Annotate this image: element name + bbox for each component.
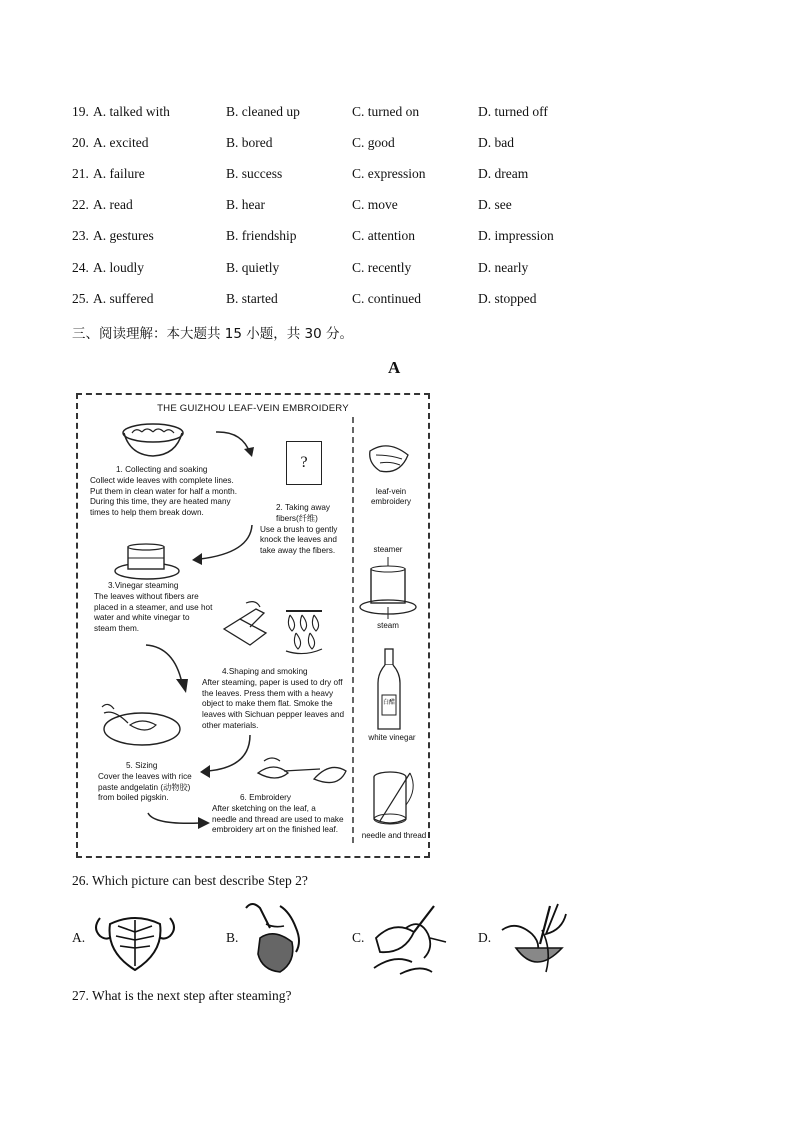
option-c: C. good: [352, 135, 395, 150]
step-line: needle and thread are used to make: [212, 814, 344, 824]
side-label-embroidery: [358, 487, 424, 507]
option-c: C. turned on: [352, 104, 420, 119]
figure-title: THE GUIZHOU LEAF-VEIN EMBROIDERY: [157, 403, 349, 414]
question-number: 20.: [72, 135, 89, 150]
step-line: The leaves without fibers are: [94, 591, 199, 601]
arrow-icon: [146, 809, 216, 833]
option-b: B. hear: [226, 197, 265, 212]
question-26: 26. Which picture can best describe Step 2?: [72, 873, 308, 888]
steamer-icon: [112, 541, 182, 581]
choice-c-label: C.: [352, 930, 365, 945]
option-d: D. stopped: [478, 291, 537, 306]
arrow-icon: [194, 733, 254, 785]
choice-d-label: D.: [478, 930, 492, 945]
choice-a-picture: [90, 904, 180, 974]
option-b: B. quietly: [226, 260, 280, 275]
shaping-smoking-icon: [216, 599, 334, 659]
option-d: D. see: [478, 197, 512, 212]
step-line: After sketching on the leaf, a: [212, 803, 316, 813]
choice-b-picture: [240, 898, 310, 974]
step-line: water and white vinegar to: [94, 613, 190, 623]
option-row: [0, 104, 794, 124]
needle-thread-icon: [370, 769, 420, 831]
step-line: times to help them break down.: [90, 508, 204, 518]
step-line: other materials.: [202, 720, 259, 730]
option-d: D. nearly: [478, 260, 529, 275]
section-heading: 三、阅读理解：本大题共 15 小题，共 30 分。: [72, 326, 354, 342]
side-label-line: leaf-vein: [375, 487, 407, 496]
vinegar-bottle-icon: [374, 649, 404, 731]
step-title: 5. Sizing: [126, 761, 158, 770]
option-a: A. excited: [93, 135, 149, 150]
passage-letter: A: [388, 358, 401, 377]
side-label-vinegar: white vinegar: [368, 733, 416, 742]
question-number: 21.: [72, 166, 89, 181]
side-label-steam: steam: [377, 621, 399, 630]
option-row: [0, 260, 794, 280]
choice-b-label: B.: [226, 930, 239, 945]
option-a: A. talked with: [93, 104, 170, 119]
arrow-icon: [144, 643, 204, 699]
question-number: 19.: [72, 104, 89, 119]
embroidery-hands-icon: [254, 755, 350, 795]
step-title: 4.Shaping and smoking: [222, 667, 308, 676]
option-a: A. suffered: [93, 291, 154, 306]
option-b: B. started: [226, 291, 278, 306]
question-27: 27. What is the next step after steaming?: [72, 988, 292, 1003]
leaf-vein-embroidery-icon: [366, 441, 416, 481]
option-a: A. failure: [93, 166, 145, 181]
question-number: 23.: [72, 228, 89, 243]
step-title: 3.Vinegar steaming: [108, 581, 179, 590]
step-title: 1. Collecting and soaking: [116, 465, 208, 474]
step-line: placed in a steamer, and use hot: [94, 602, 213, 612]
unknown-picture-box: ?: [286, 441, 322, 485]
arrow-icon: [214, 429, 264, 459]
option-a: A. read: [93, 197, 133, 212]
step-4: [202, 667, 352, 732]
option-c: C. attention: [352, 228, 415, 243]
arrow-icon: [188, 523, 258, 567]
option-row: [0, 197, 794, 217]
option-b: B. success: [226, 166, 283, 181]
steamer-side-icon: [358, 557, 418, 619]
step-line: object to make them flat. Smoke the: [202, 699, 333, 709]
option-d: D. bad: [478, 135, 514, 150]
step-line: knock the leaves and: [260, 535, 337, 545]
step-line: the leaves. Press them with a heavy: [202, 688, 334, 698]
question-number: 25.: [72, 291, 89, 306]
option-d: D. turned off: [478, 104, 548, 119]
step-title: 6. Embroidery: [240, 793, 291, 802]
leaf-bowl-icon: [120, 421, 186, 459]
choice-c-picture: [370, 902, 450, 976]
option-row: [0, 228, 794, 248]
option-row: [0, 135, 794, 155]
side-label-needle: needle and thread: [361, 831, 427, 840]
option-d: D. impression: [478, 228, 554, 243]
question-number: 24.: [72, 260, 89, 275]
step-line: During this time, they are heated many: [90, 497, 231, 507]
option-c: C. continued: [352, 291, 421, 306]
option-c: C. expression: [352, 166, 426, 181]
step-line: take away the fibers.: [260, 546, 336, 556]
embroidery-figure: [76, 393, 430, 858]
step-line: Collect wide leaves with complete lines.: [90, 475, 234, 485]
step-line: embroidery art on the finished leaf.: [212, 825, 339, 835]
step-1: [90, 465, 270, 519]
option-row: [0, 166, 794, 186]
step-2: [260, 503, 352, 557]
step-line: fibers(纤维): [276, 513, 318, 523]
step-line: Use a brush to gently: [260, 524, 338, 534]
step-line: paste andgelatin (动物胶): [98, 782, 191, 792]
step-line: steam them.: [94, 624, 140, 634]
option-a: A. gestures: [93, 228, 154, 243]
step-line: After steaming, paper is used to dry off: [202, 677, 343, 687]
option-c: C. move: [352, 197, 398, 212]
step-line: Put them in clean water for half a month.: [90, 486, 237, 496]
choice-d-picture: [496, 900, 576, 978]
side-label-line: embroidery: [370, 497, 411, 506]
option-row: [0, 291, 794, 311]
option-b: B. cleaned up: [226, 104, 300, 119]
step-6: [212, 793, 362, 836]
step-title: 2. Taking away: [276, 503, 331, 512]
option-b: B. bored: [226, 135, 273, 150]
sizing-plate-icon: [98, 699, 182, 751]
bottle-label: 白醋: [382, 699, 396, 706]
step-line: Cover the leaves with rice: [98, 771, 192, 781]
option-a: A. loudly: [93, 260, 145, 275]
choice-a-label: A.: [72, 930, 86, 945]
side-label-steamer: steamer: [373, 545, 403, 554]
step-line: leaves with Sichuan pepper leaves and: [202, 710, 345, 720]
option-b: B. friendship: [226, 228, 297, 243]
option-d: D. dream: [478, 166, 529, 181]
question-number: 22.: [72, 197, 89, 212]
option-c: C. recently: [352, 260, 412, 275]
step-line: from boiled pigskin.: [98, 793, 169, 803]
figure-divider: [352, 417, 354, 847]
